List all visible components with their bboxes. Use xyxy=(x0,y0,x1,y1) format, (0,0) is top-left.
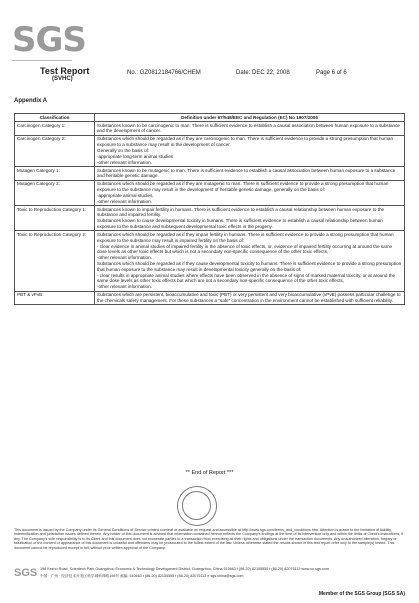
definition-cell xyxy=(95,180,405,205)
classification-header: Classification xyxy=(15,114,95,122)
definition-paragraph: -other relevant information. xyxy=(97,159,152,165)
company-seal-inner-ring xyxy=(182,491,211,520)
definition-paragraph: - clear evidence in animal studies of impaired fertility in the absence of toxic effects, or, evidence of impaired fertility occurring at around the same dose levels as other toxic effects but which is not a secondary non-specific consequence of the other toxic effects, xyxy=(97,243,393,255)
table-row xyxy=(15,135,405,166)
classification-cell: Mutagen Category 1: xyxy=(15,166,95,180)
definition-paragraph: Substances known to be mutagenic to man. There is sufficient evidence to establish a causal association between human exposure to a substance and heritable genetic damage. xyxy=(97,167,396,179)
address-block xyxy=(14,565,408,585)
definition-paragraph: Substances which should be regarded as if they are mutagenic to man. There is sufficient evidence to provide a strong presumption that human exposure to the substance may result in the development of heritable genetic damage, generally on the basis of: xyxy=(97,181,389,193)
legal-disclaimer: This document is issued by the Company under its General Conditions of Service printed overleaf or available on request and accessible at http://www.sgs.com/terms_and_conditions.htm. Attention is drawn to the limitation of liability, indemnification and jurisdiction issues defined therein. Any holder of this document is advised that information contained hereon reflects the Company's findings at the time of its intervention only and within the limits of Client's instructions, if any. The Company's sole responsibility is to its Client and this document does not exonerate parties to a transaction from exercising all their rights and obligations under the transaction documents. Any unauthorized alteration, forgery or falsification of the content or appearance of this document is unlawful and offenders may be prosecuted to the fullest extent of the law. Unless otherwise stated the results shown in this test report refer only to the sample(s) tested. This document cannot be reproduced except in full, without prior written approval of the Company. xyxy=(14,528,404,550)
sgs-footer-logo: SGS xyxy=(14,567,38,579)
definition-header: Definition under 67/548/EEC and Regulation (EC) No 1907/2006 xyxy=(95,114,405,122)
table-row xyxy=(15,121,405,135)
definition-cell xyxy=(95,166,405,180)
definition-cell xyxy=(95,206,405,231)
definition-cell xyxy=(95,135,405,166)
definition-paragraph: -other relevant information. xyxy=(97,255,152,261)
classification-cell: Carcinogen Category 1: xyxy=(15,121,95,135)
table-row xyxy=(15,166,405,180)
definition-paragraph: Substances known to be carcinogenic to man. There is sufficient evidence to establish a causal association between human exposure to a substance and the development of cancer. xyxy=(97,122,400,134)
definition-paragraph: -appropriate long-term animal studies xyxy=(97,153,174,159)
report-subtitle: (SVHC) xyxy=(52,76,73,82)
definition-paragraph: - clear results in appropriate animal studies where effects have been observed in the absence of signs of marked maternal toxicity, or at around the same dose levels as other toxic effects but which are not a secondary non-specific consequence of the other toxic effects, xyxy=(97,272,396,284)
definition-paragraph: -appropriate animal studies, xyxy=(97,192,154,198)
definition-paragraph: Substances known to cause developmental toxicity in humans. There is sufficient evidence to establish a causal relationship between human exposure to the substance and subsequent developmental toxic effects in the progeny. xyxy=(97,218,383,230)
sgs-logo: SGS xyxy=(12,20,86,60)
classification-cell: Toxic to Reproduction Category 1: xyxy=(15,206,95,231)
definition-cell xyxy=(95,291,405,305)
report-title: Test Report xyxy=(40,66,90,76)
definition-cell xyxy=(95,231,405,291)
member-of-sgs-group: Member of the SGS Group (SGS SA) xyxy=(318,591,405,597)
definition-cell xyxy=(95,121,405,135)
classification-cell: Carcinogen Category 2: xyxy=(15,135,95,166)
end-of-report: ** End of Report *** xyxy=(185,470,234,476)
report-number: No.: GZ0812184766/CHEM xyxy=(127,70,201,76)
address-chinese: 中国 · 广州 · 经济技术开发区科学城科珠路198号 邮编: 510663 t (86-20) 82155555 f (86-20) 82075113 e sgs.china@sgs.com xyxy=(40,574,244,578)
address-english: 198 Kezhu Road, Scientech Park Guangzhou Economic & Technology Development District, Guangzhou, China 510663 t (86-20) 82155555 f (86-20) 82075113 www.cn.sgs.com xyxy=(40,567,329,571)
logo-divider xyxy=(12,60,72,61)
definition-paragraph: -other relevant information. xyxy=(97,284,152,290)
table-row xyxy=(15,291,405,305)
appendix-title: Appendix A xyxy=(14,98,48,104)
page-number: Page 6 of 6 xyxy=(316,70,347,76)
table-row xyxy=(15,206,405,231)
classification-cell: Toxic to Reproduction Category 2: xyxy=(15,231,95,291)
report-date: Date: DEC 22, 2008 xyxy=(236,70,290,76)
company-seal-stamp xyxy=(177,486,217,526)
table-header-row xyxy=(15,114,405,122)
definition-paragraph: Substances which are persistent, bioaccumulative and toxic (PBT) or very persistent and very bioaccumulative (vPvB) possess particular challenge to the chemicals safety management. For these substances a "safe" concentration in the environment cannot be established with sufficient reliability. xyxy=(97,292,401,304)
definition-paragraph: Substances which should be regarded as if they cause developmental toxicity to humans. There is sufficient evidence to provide a strong presumption that human exposure to the substance may result in developmental toxicity generally on the basis of: xyxy=(97,261,402,272)
definition-paragraph: Substances which should be regarded as if they are carcinogenic to man. There is sufficient evidence to provide a strong presumption that human exposure to a substance may result in the development of cancer. xyxy=(97,136,394,148)
table-row xyxy=(15,180,405,205)
classification-table xyxy=(14,113,405,305)
definition-paragraph: Substances known to impair fertility in humans. There is sufficient evidence to establish a causal relationship between human exposure to the substance and impaired fertility. xyxy=(97,206,385,218)
table-row xyxy=(15,231,405,291)
definition-paragraph: Generally on the basis of: xyxy=(97,147,150,153)
classification-cell: PBT & vPvB: xyxy=(15,291,95,305)
definition-paragraph: Substances which should be regarded as if they impair fertility in humans. There is sufficient evidence to provide a strong presumption that human exposure to the substance may result in impaired fertility on the basis of: xyxy=(97,232,394,243)
definition-paragraph: -other relevant information. xyxy=(97,198,152,204)
classification-cell: Mutagen Category 2: xyxy=(15,180,95,205)
